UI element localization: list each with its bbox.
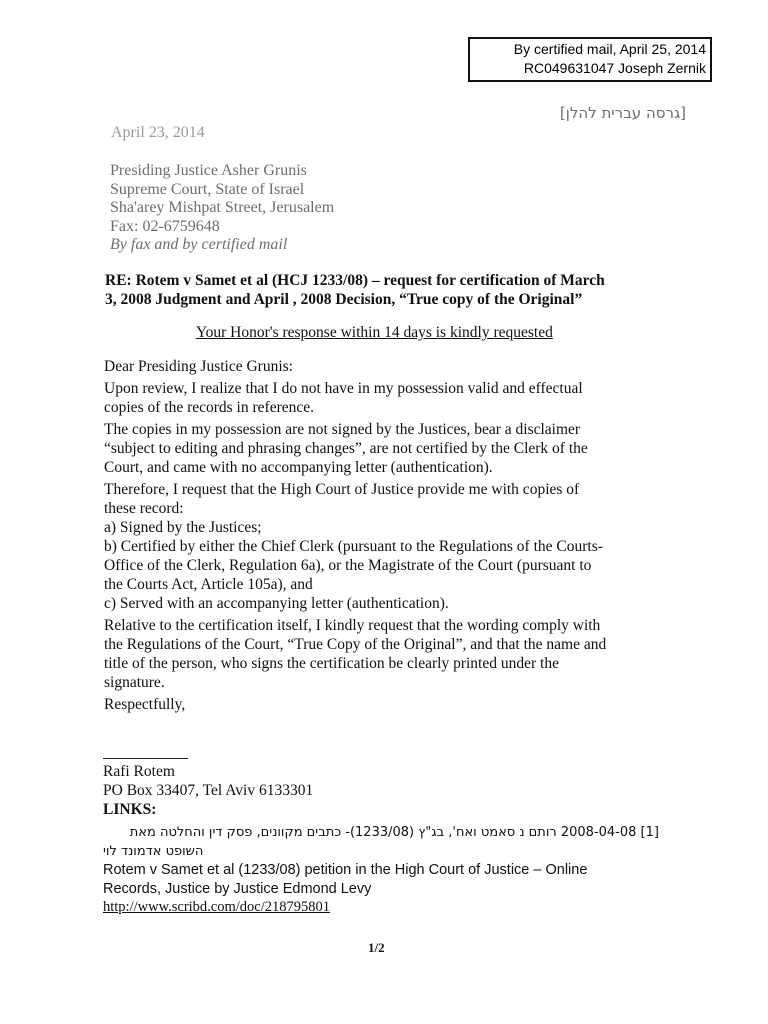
closing: Respectfully, bbox=[104, 696, 186, 713]
paragraph-2 bbox=[104, 420, 664, 477]
paragraph-line: Upon review, I realize that I do not have in my possession valid and effectual bbox=[104, 380, 583, 397]
paragraph-line: these record: bbox=[104, 500, 184, 517]
paragraph-3 bbox=[104, 480, 664, 613]
paragraph-line: Court, and came with no accompanying letter (authentication). bbox=[104, 459, 493, 476]
signer-name: Rafi Rotem bbox=[103, 763, 175, 780]
paragraph-line: Therefore, I request that the High Court of Justice provide me with copies of bbox=[104, 481, 580, 498]
subject-line bbox=[105, 271, 665, 309]
letter-date: April 23, 2014 bbox=[111, 124, 205, 141]
paragraph-4 bbox=[104, 616, 664, 692]
signature-line bbox=[103, 758, 188, 759]
delivery-method: By fax and by certified mail bbox=[110, 236, 288, 253]
links-heading: LINKS: bbox=[103, 801, 157, 818]
recipient-name: Presiding Justice Asher Grunis bbox=[110, 162, 307, 179]
hebrew-version-note: [גרסה עברית להלן] bbox=[559, 104, 686, 122]
list-item-b-cont: Office of the Clerk, Regulation 6a), or the Magistrate of the Court (pursuant to bbox=[104, 557, 592, 574]
recipient-court: Supreme Court, State of Israel bbox=[110, 180, 305, 198]
stamp-line-2: RC049631047 Joseph Zernik bbox=[523, 60, 706, 76]
signature-block bbox=[103, 762, 313, 819]
certified-mail-stamp bbox=[468, 37, 712, 82]
recipient-address bbox=[110, 162, 334, 255]
list-item-b: b) Certified by either the Chief Clerk (pursuant to the Regulations of the Courts- bbox=[104, 538, 603, 555]
stamp-line-1: By certified mail, April 25, 2014 bbox=[513, 41, 706, 57]
link-english-line-1: Rotem v Samet et al (1233/08) petition in the High Court of Justice – Online bbox=[103, 862, 588, 878]
letter-body bbox=[104, 357, 664, 717]
paragraph-line: Relative to the certification itself, I kindly request that the wording comply with bbox=[104, 617, 601, 634]
subject-line-1: RE: Rotem v Samet et al (HCJ 1233/08) – request for certification of March bbox=[105, 272, 605, 289]
link-hebrew-line-1: [1] 2008-04-08 רותם נ סאמט ואח', בג"ץ (1233/08)- כתבים מקוונים, פסק דין והחלטה מאת bbox=[129, 825, 659, 840]
paragraph-line: copies of the records in reference. bbox=[104, 399, 314, 416]
paragraph-line: title of the person, who signs the certification be clearly printed under the bbox=[104, 655, 559, 672]
paragraph-line: signature. bbox=[104, 674, 165, 691]
paragraph-line: the Regulations of the Court, “True Copy of the Original”, and that the name and bbox=[104, 636, 607, 653]
link-hebrew-line-2: השופט אדמונד לוי bbox=[103, 843, 204, 859]
page-number: 1/2 bbox=[368, 940, 385, 955]
paragraph-line: “subject to editing and phrasing changes”, are not certified by the Clerk of the bbox=[104, 440, 588, 457]
signer-address: PO Box 33407, Tel Aviv 6133301 bbox=[103, 782, 314, 799]
paragraph-line: The copies in my possession are not signed by the Justices, bear a disclaimer bbox=[104, 421, 581, 438]
subject-line-2: 3, 2008 Judgment and April , 2008 Decision, “True copy of the Original” bbox=[105, 291, 583, 308]
list-item-c: c) Served with an accompanying letter (authentication). bbox=[104, 595, 449, 612]
list-item-a: a) Signed by the Justices; bbox=[104, 519, 262, 536]
list-item-b-cont: the Courts Act, Article 105a), and bbox=[104, 576, 313, 593]
scribd-link[interactable]: http://www.scribd.com/doc/218795801 bbox=[103, 899, 331, 915]
response-request: Your Honor's response within 14 days is kindly requested bbox=[196, 324, 553, 341]
recipient-street: Sha'arey Mishpat Street, Jerusalem bbox=[110, 199, 335, 216]
link-english-line-2: Records, Justice by Justice Edmond Levy bbox=[103, 880, 372, 897]
salutation: Dear Presiding Justice Grunis: bbox=[104, 358, 293, 375]
paragraph-1 bbox=[104, 379, 664, 417]
recipient-fax: Fax: 02-6759648 bbox=[110, 217, 220, 235]
links-section bbox=[103, 824, 663, 917]
